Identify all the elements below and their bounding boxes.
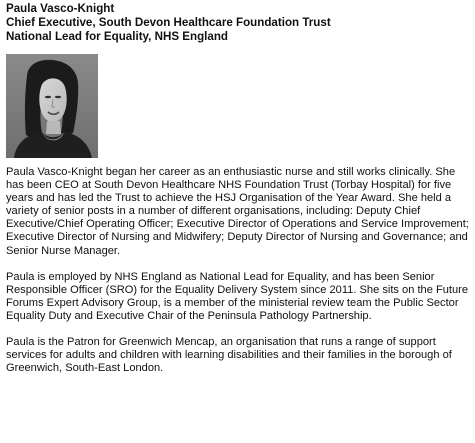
job-title-primary: Chief Executive, South Devon Healthcare Foundation Trust [6, 16, 331, 29]
bio-paragraph-career: Paula Vasco-Knight began her career as an enthusiastic nurse and still works clinically. She has been CEO at South Devon Healthcare NHS Foundation Trust (Torbay Hospital) for five years and has led the Trust to achieve the HSJ Organisation of the Year Award. She held a variety of senior posts in a number of different organisations, including: Deputy Chief Executive/Chief Operating Officer; Executive Director of Operations and Service Improvement; Executive Director of Nursing and Midwifery; Deputy Director of Nursing and Governance; and Senior Nurse Manager. [6, 166, 469, 257]
person-name: Paula Vasco-Knight [6, 2, 115, 15]
bio-paragraph-nhs-role: Paula is employed by NHS England as National Lead for Equality, and has been Senior Responsible Officer (SRO) for the Equality Delivery System since 2011. She sits on the Future Forums Expert Advisory Group, is a member of the ministerial review team the Public Sector Equality Duty and Executive Chair of the Peninsula Pathology Partnership. [6, 270, 469, 322]
job-title-secondary: National Lead for Equality, NHS England [6, 30, 229, 43]
bio-paragraph-patronage: Paula is the Patron for Greenwich Mencap, an organisation that runs a range of support services for adults and children with learning disabilities and their families in the borough of Greenwich, South-East London. [6, 336, 452, 375]
portrait-photo [6, 54, 98, 158]
biography [6, 166, 469, 375]
